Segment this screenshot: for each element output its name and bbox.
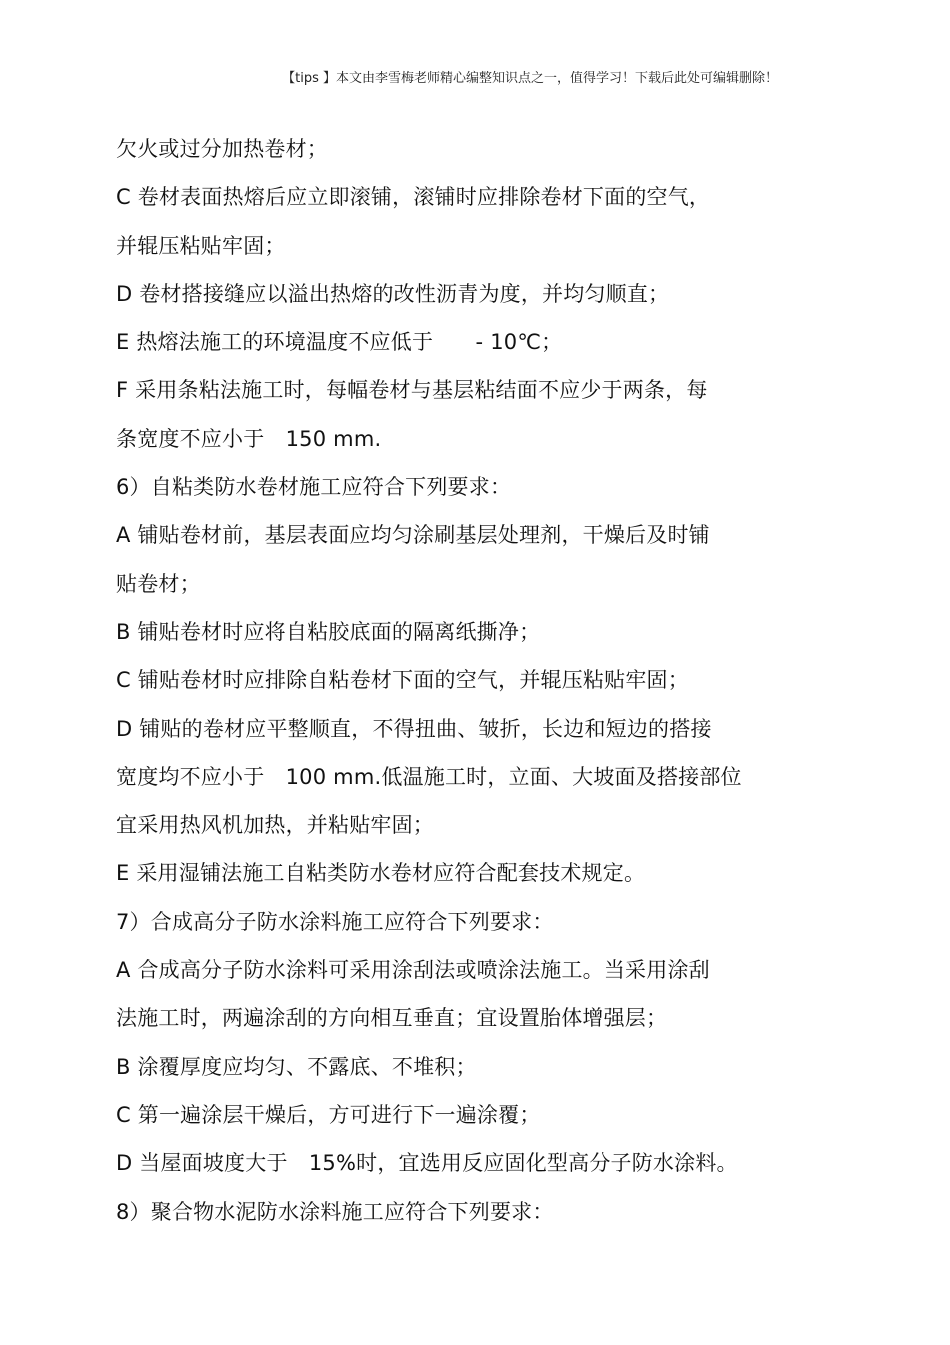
text-line: D 卷材搭接缝应以溢出热熔的改性沥青为度，并均匀顺直； <box>116 281 670 306</box>
document-body <box>116 125 796 1236</box>
text-line: B 铺贴卷材时应将自粘胶底面的隔离纸撕净； <box>116 619 541 644</box>
section-heading: 7）合成高分子防水涂料施工应符合下列要求： <box>116 909 554 934</box>
section-heading: 8）聚合物水泥防水涂料施工应符合下列要求： <box>116 1199 554 1224</box>
text-line: C 第一遍涂层干燥后，方可进行下一遍涂覆； <box>116 1102 541 1127</box>
section-heading: 6）自粘类防水卷材施工应符合下列要求： <box>116 475 512 500</box>
text-line: C 卷材表面热熔后应立即滚铺，滚铺时应排除卷材下面的空气， <box>116 185 711 210</box>
text-line: 宜采用热风机加热，并粘贴牢固； <box>116 813 434 838</box>
text-line: A 合成高分子防水涂料可采用涂刮法或喷涂法施工。当采用涂刮 <box>116 958 710 983</box>
text-line: E 热熔法施工的环境温度不应低于 - 10℃； <box>116 330 563 355</box>
text-line: 贴卷材； <box>116 571 201 596</box>
text-line: C 铺贴卷材时应排除自粘卷材下面的空气，并辊压粘贴牢固； <box>116 668 689 693</box>
header-note: 【tips 】本文由李雪梅老师精心编整知识点之一，值得学习！下载后此处可编辑删除！ <box>282 71 778 86</box>
text-line: 宽度均不应小于 100 mm.低温施工时，立面、大坡面及搭接部位 <box>116 764 742 789</box>
text-line: F 采用条粘法施工时，每幅卷材与基层粘结面不应少于两条，每 <box>116 378 708 403</box>
text-line: 欠火或过分加热卷材； <box>116 137 328 161</box>
text-line: E 采用湿铺法施工自粘类防水卷材应符合配套技术规定。 <box>116 861 646 886</box>
text-line: 法施工时，两遍涂刮的方向相互垂直；宜设置胎体增强层； <box>116 1006 668 1031</box>
text-line: D 当屋面坡度大于 15%时，宜选用反应固化型高分子防水涂料。 <box>116 1151 738 1176</box>
text-line: 并辊压粘贴牢固； <box>116 233 286 258</box>
text-line: 条宽度不应小于 150 mm. <box>116 426 382 451</box>
text-line: A 铺贴卷材前，基层表面应均匀涂刷基层处理剂，干燥后及时铺 <box>116 523 710 548</box>
text-line: D 铺贴的卷材应平整顺直，不得扭曲、皱折，长边和短边的搭接 <box>116 716 712 741</box>
text-line: B 涂覆厚度应均匀、不露底、不堆积； <box>116 1054 477 1079</box>
